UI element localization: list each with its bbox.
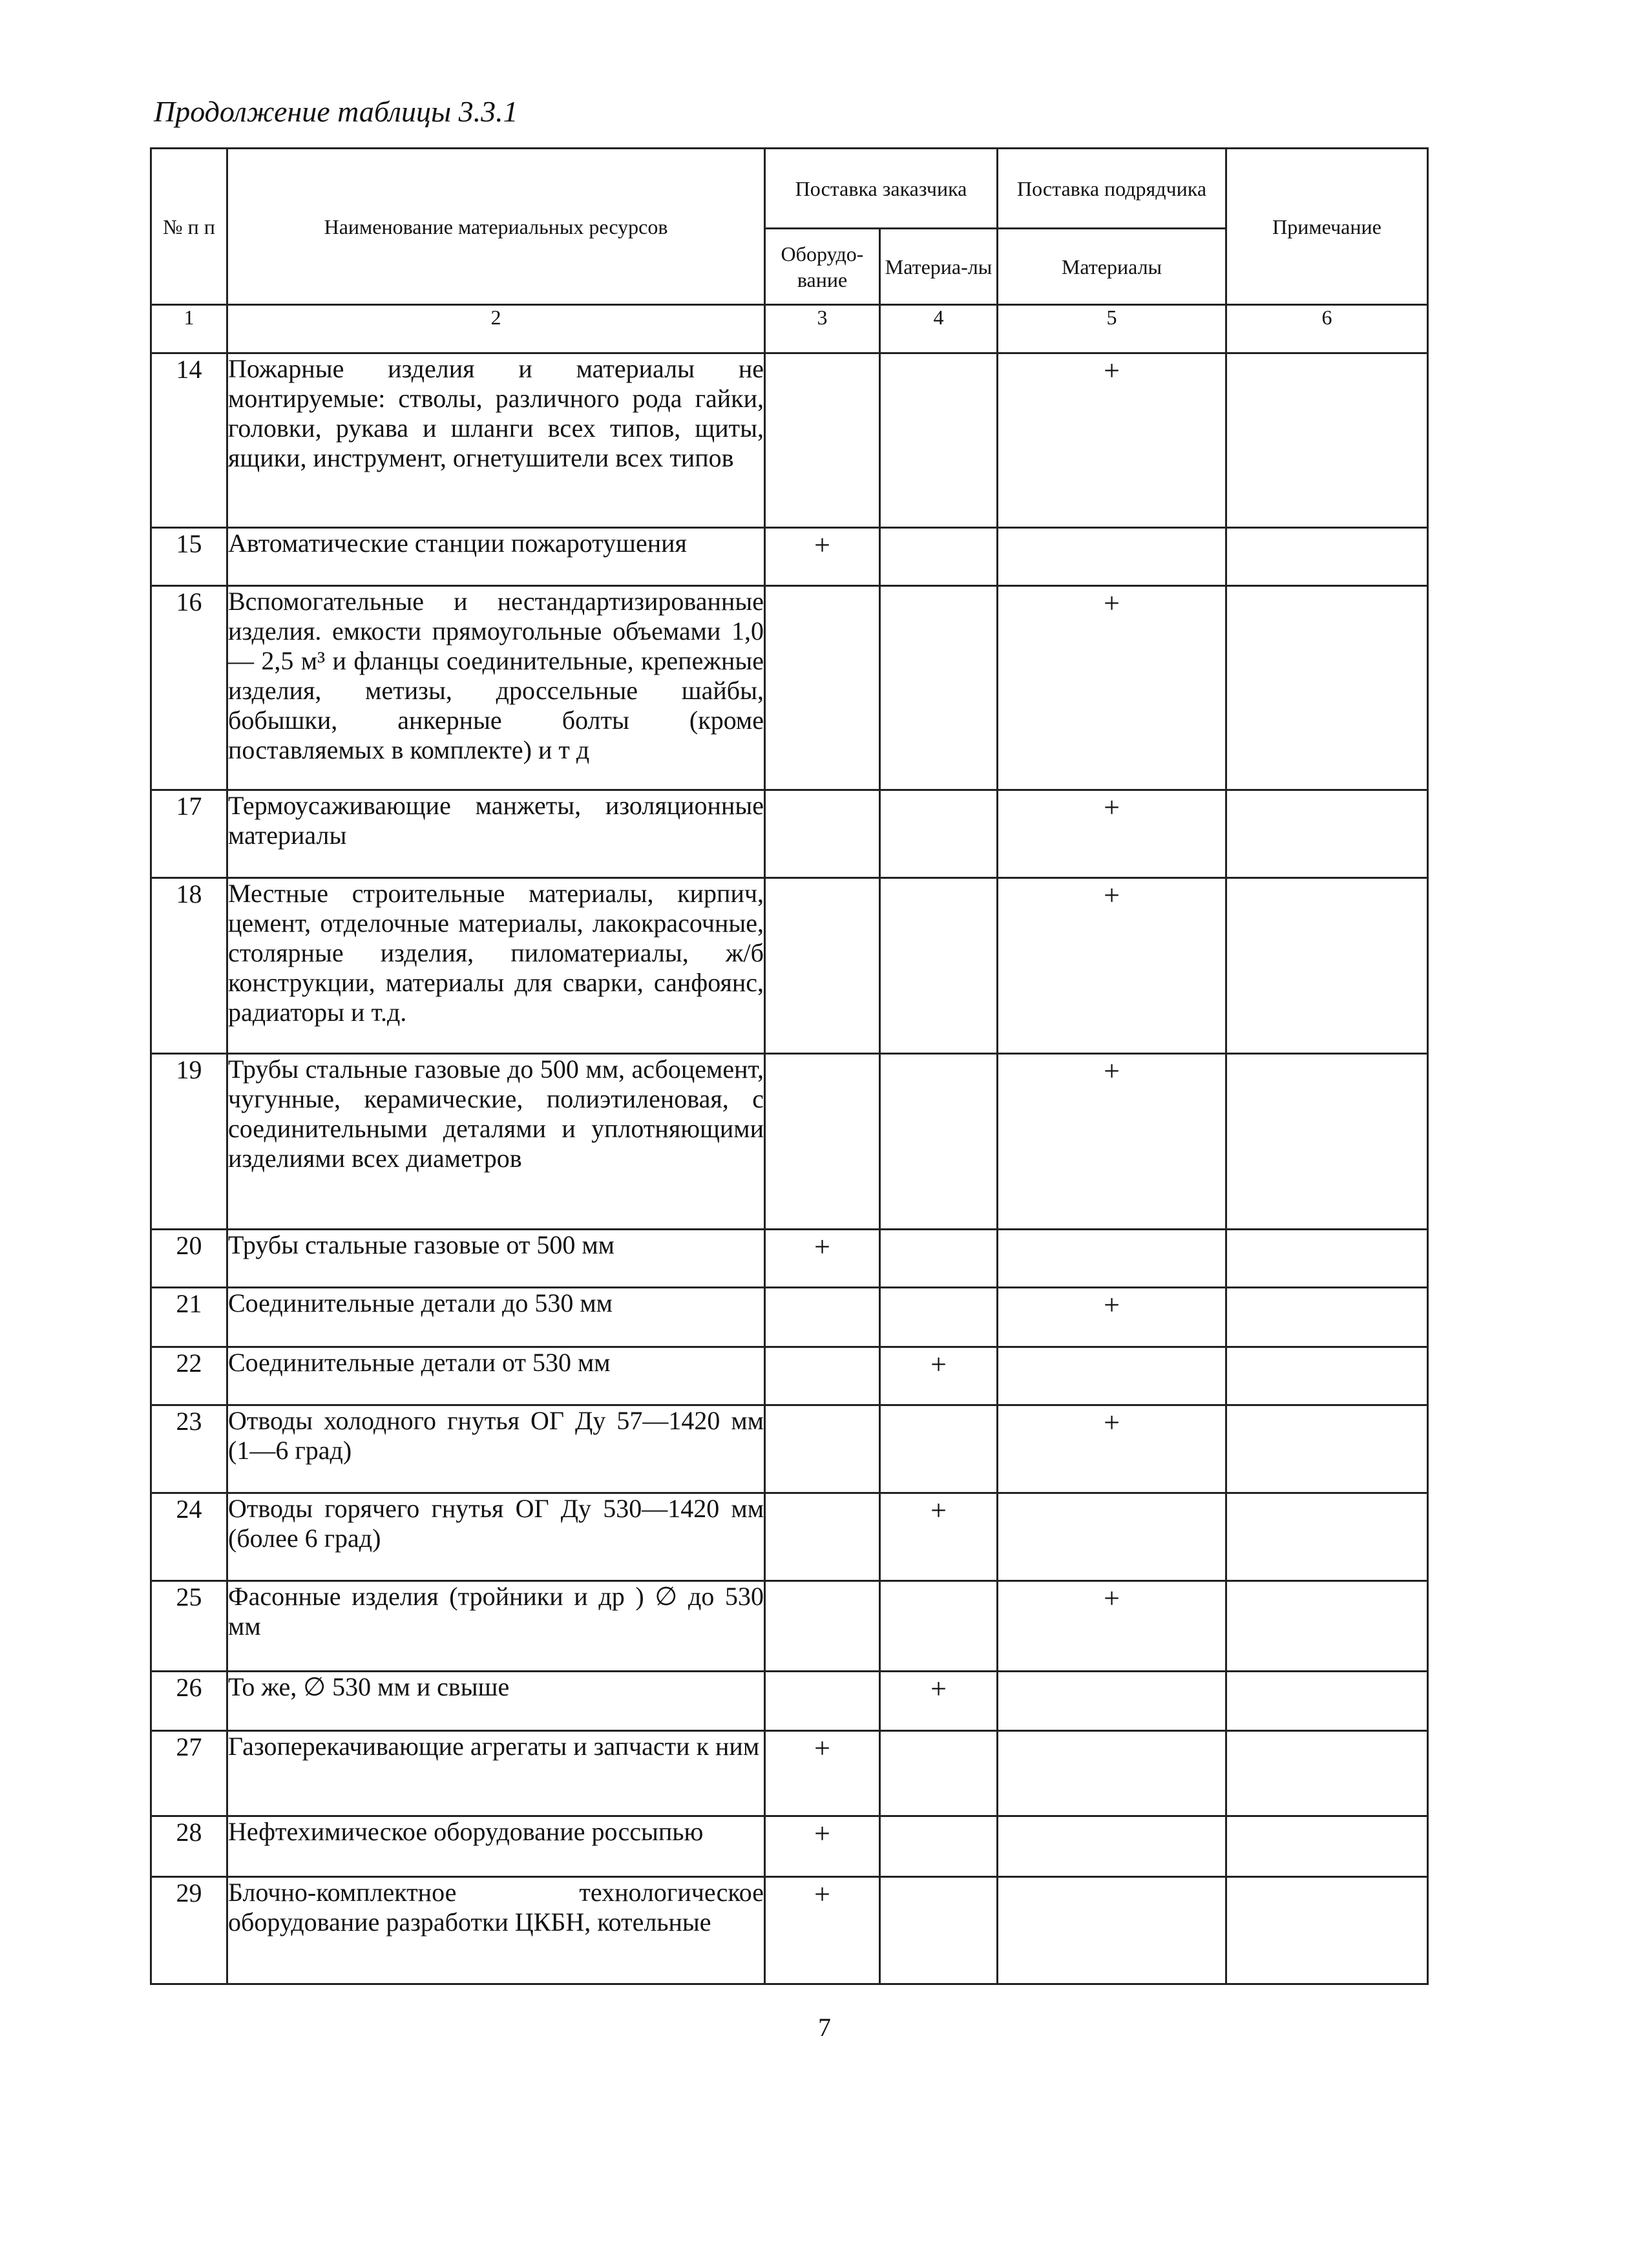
contractor-mark bbox=[998, 1230, 1226, 1288]
equipment-mark bbox=[765, 1493, 880, 1581]
table-caption: Продолжение таблицы 3.3.1 bbox=[154, 95, 518, 128]
contractor-mark: + bbox=[998, 878, 1226, 1054]
resource-name: Местные строительные материалы, кирпич, цемент, отделочные материалы, лакокрасочные, столярные изделия, пиломатериалы, ж/б конструкции, материалы для сварки, санфоянс, радиаторы и т.д. bbox=[227, 878, 765, 1054]
page-number: 7 bbox=[818, 2013, 831, 2042]
contractor-mark: + bbox=[998, 1405, 1226, 1493]
resource-name: Соединительные детали от 530 мм bbox=[227, 1347, 765, 1405]
table-row bbox=[151, 586, 1428, 790]
note-cell bbox=[1226, 1493, 1428, 1581]
row-number: 17 bbox=[151, 790, 227, 878]
resource-name: Отводы горячего гнутья ОГ Ду 530—1420 мм (более 6 град) bbox=[227, 1493, 765, 1581]
materials-mark bbox=[880, 1054, 998, 1230]
header-customer-supply: Поставка заказчика bbox=[765, 149, 998, 229]
equipment-mark: + bbox=[765, 1230, 880, 1288]
resource-name: Блочно-комплектное технологическое оборудование разработки ЦКБН, котельные bbox=[227, 1877, 765, 1984]
materials-mark bbox=[880, 586, 998, 790]
contractor-mark: + bbox=[998, 586, 1226, 790]
equipment-mark bbox=[765, 353, 880, 528]
resource-name: Автоматические станции пожаротушения bbox=[227, 528, 765, 586]
equipment-mark bbox=[765, 1288, 880, 1347]
materials-mark bbox=[880, 1581, 998, 1672]
contractor-mark: + bbox=[998, 353, 1226, 528]
note-cell bbox=[1226, 1230, 1428, 1288]
equipment-mark bbox=[765, 1672, 880, 1731]
row-number: 21 bbox=[151, 1288, 227, 1347]
note-cell bbox=[1226, 1816, 1428, 1877]
contractor-mark bbox=[998, 1672, 1226, 1731]
row-number: 28 bbox=[151, 1816, 227, 1877]
table-row bbox=[151, 1877, 1428, 1984]
resource-name: Трубы стальные газовые до 500 мм, асбоцемент, чугунные, керамические, полиэтиленовая, с соединительными деталями и уплотняющими изделиями всех диаметров bbox=[227, 1054, 765, 1230]
row-number: 26 bbox=[151, 1672, 227, 1731]
equipment-mark: + bbox=[765, 528, 880, 586]
table-row bbox=[151, 1493, 1428, 1581]
table-row bbox=[151, 1288, 1428, 1347]
equipment-mark bbox=[765, 1581, 880, 1672]
row-number: 20 bbox=[151, 1230, 227, 1288]
row-number: 27 bbox=[151, 1731, 227, 1816]
header-contractor-supply: Поставка подрядчика bbox=[998, 149, 1226, 229]
row-number: 15 bbox=[151, 528, 227, 586]
table-row bbox=[151, 1230, 1428, 1288]
note-cell bbox=[1226, 790, 1428, 878]
column-number: 5 bbox=[998, 305, 1226, 353]
resource-name: Вспомогательные и нестандартизированные изделия. емкости прямоугольные объемами 1,0— 2,5 м³ и фланцы соединительные, крепежные изделия, метизы, дроссельные шайбы, бобышки, анкерные болты (кроме поставляемых в комплекте) и т д bbox=[227, 586, 765, 790]
row-number: 24 bbox=[151, 1493, 227, 1581]
materials-mark: + bbox=[880, 1672, 998, 1731]
header-materials-customer: Материа-лы bbox=[880, 229, 998, 305]
materials-mark bbox=[880, 1230, 998, 1288]
note-cell bbox=[1226, 1405, 1428, 1493]
table-row bbox=[151, 878, 1428, 1054]
table-row bbox=[151, 1581, 1428, 1672]
table-row bbox=[151, 1347, 1428, 1405]
resource-name: Фасонные изделия (тройники и др ) ∅ до 530 мм bbox=[227, 1581, 765, 1672]
table-row bbox=[151, 528, 1428, 586]
note-cell bbox=[1226, 586, 1428, 790]
header-equipment: Оборудо-вание bbox=[765, 229, 880, 305]
equipment-mark: + bbox=[765, 1731, 880, 1816]
materials-mark bbox=[880, 353, 998, 528]
table-row bbox=[151, 1816, 1428, 1877]
equipment-mark: + bbox=[765, 1877, 880, 1984]
materials-mark bbox=[880, 790, 998, 878]
row-number: 22 bbox=[151, 1347, 227, 1405]
column-number: 3 bbox=[765, 305, 880, 353]
note-cell bbox=[1226, 1877, 1428, 1984]
contractor-mark: + bbox=[998, 1581, 1226, 1672]
equipment-mark bbox=[765, 1054, 880, 1230]
row-number: 29 bbox=[151, 1877, 227, 1984]
contractor-mark bbox=[998, 1347, 1226, 1405]
materials-table bbox=[150, 147, 1429, 1985]
materials-mark bbox=[880, 1731, 998, 1816]
resource-name: Отводы холодного гнутья ОГ Ду 57—1420 мм (1—6 град) bbox=[227, 1405, 765, 1493]
row-number: 25 bbox=[151, 1581, 227, 1672]
header-note: Примечание bbox=[1226, 149, 1428, 305]
equipment-mark: + bbox=[765, 1816, 880, 1877]
equipment-mark bbox=[765, 1347, 880, 1405]
materials-mark: + bbox=[880, 1493, 998, 1581]
table-row bbox=[151, 1405, 1428, 1493]
row-number: 16 bbox=[151, 586, 227, 790]
contractor-mark bbox=[998, 1493, 1226, 1581]
resource-name: Нефтехимическое оборудование россыпью bbox=[227, 1816, 765, 1877]
header-no: № п п bbox=[151, 149, 227, 305]
note-cell bbox=[1226, 1731, 1428, 1816]
materials-mark bbox=[880, 1816, 998, 1877]
resource-name: Пожарные изделия и материалы не монтируемые: стволы, различного рода гайки, головки, рукава и шланги всех типов, щиты, ящики, инструмент, огнетушители всех типов bbox=[227, 353, 765, 528]
column-number: 1 bbox=[151, 305, 227, 353]
materials-mark bbox=[880, 528, 998, 586]
table-row bbox=[151, 1731, 1428, 1816]
table-row bbox=[151, 790, 1428, 878]
contractor-mark: + bbox=[998, 790, 1226, 878]
resource-name: То же, ∅ 530 мм и свыше bbox=[227, 1672, 765, 1731]
materials-mark bbox=[880, 1877, 998, 1984]
resource-name: Газоперекачивающие агрегаты и запчасти к ним bbox=[227, 1731, 765, 1816]
note-cell bbox=[1226, 878, 1428, 1054]
contractor-mark bbox=[998, 1731, 1226, 1816]
table-row bbox=[151, 353, 1428, 528]
row-number: 14 bbox=[151, 353, 227, 528]
note-cell bbox=[1226, 1288, 1428, 1347]
resource-name: Термоусаживающие манжеты, изоляционные материалы bbox=[227, 790, 765, 878]
note-cell bbox=[1226, 1581, 1428, 1672]
materials-mark bbox=[880, 878, 998, 1054]
column-number: 2 bbox=[227, 305, 765, 353]
header-materials-contractor: Материалы bbox=[998, 229, 1226, 305]
resource-name: Соединительные детали до 530 мм bbox=[227, 1288, 765, 1347]
materials-mark bbox=[880, 1405, 998, 1493]
contractor-mark bbox=[998, 1816, 1226, 1877]
row-number: 18 bbox=[151, 878, 227, 1054]
note-cell bbox=[1226, 353, 1428, 528]
resource-name: Трубы стальные газовые от 500 мм bbox=[227, 1230, 765, 1288]
note-cell bbox=[1226, 528, 1428, 586]
column-number: 6 bbox=[1226, 305, 1428, 353]
contractor-mark bbox=[998, 528, 1226, 586]
row-number: 23 bbox=[151, 1405, 227, 1493]
note-cell bbox=[1226, 1054, 1428, 1230]
materials-mark bbox=[880, 1288, 998, 1347]
equipment-mark bbox=[765, 1405, 880, 1493]
note-cell bbox=[1226, 1672, 1428, 1731]
header-name: Наименование материальных ресурсов bbox=[227, 149, 765, 305]
contractor-mark bbox=[998, 1877, 1226, 1984]
equipment-mark bbox=[765, 790, 880, 878]
table-row bbox=[151, 1672, 1428, 1731]
note-cell bbox=[1226, 1347, 1428, 1405]
contractor-mark: + bbox=[998, 1054, 1226, 1230]
equipment-mark bbox=[765, 878, 880, 1054]
table-row bbox=[151, 1054, 1428, 1230]
equipment-mark bbox=[765, 586, 880, 790]
materials-mark: + bbox=[880, 1347, 998, 1405]
column-number-row bbox=[151, 305, 1428, 353]
row-number: 19 bbox=[151, 1054, 227, 1230]
column-number: 4 bbox=[880, 305, 998, 353]
contractor-mark: + bbox=[998, 1288, 1226, 1347]
